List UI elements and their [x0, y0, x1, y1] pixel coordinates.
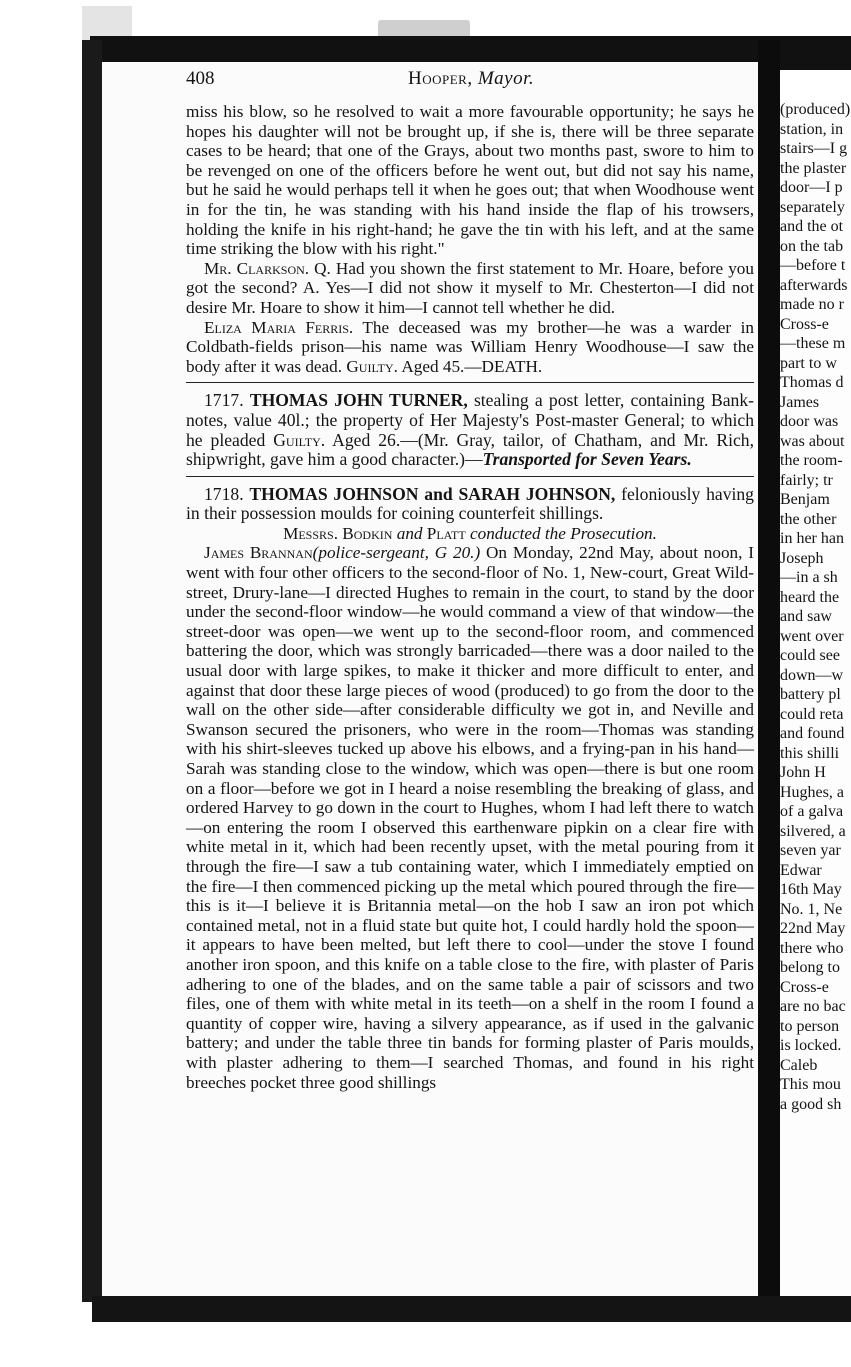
adjacent-page-line: could reta: [780, 705, 844, 723]
adjacent-page-line: No. 1, Ne: [780, 900, 843, 918]
running-head-title: Mayor.: [477, 68, 535, 89]
defendant-name: THOMAS JOHNSON and SARAH JOHNSON,: [249, 483, 616, 504]
book-gutter: [758, 40, 780, 1300]
adjacent-page-line: the other: [780, 510, 837, 528]
adjacent-page-line: James: [780, 393, 820, 411]
verdict: Guilty.: [346, 356, 398, 376]
speaker-name: Mr. Clarkson.: [204, 258, 310, 278]
case-divider: [186, 476, 754, 477]
adjacent-page-line: station, in: [780, 120, 844, 138]
adjacent-page-line: fairly; tr: [780, 471, 833, 489]
case-number: 1718.: [204, 483, 244, 504]
speaker-text: Q. Had you shown the first statement to Mr. Hoare, before you got the second? A. Yes—I did not show it myself to Mr. Chesterton—I did not desire Mr. Hoare to show it him—I cannot tell whether he did.: [186, 258, 754, 317]
case-text: feloniously having in their possession moulds for coining counterfeit shillings.: [186, 483, 754, 524]
adjacent-page-line: to person: [780, 1017, 840, 1035]
counsel-line: [186, 524, 754, 544]
adjacent-page-line: John H: [780, 764, 826, 781]
adjacent-page-line: there who: [780, 939, 844, 957]
adjacent-page-line: stairs—I g: [780, 140, 848, 157]
adjacent-page-line: battery pl: [780, 686, 841, 703]
case-1718: [186, 485, 754, 524]
page-number: 408: [186, 68, 215, 89]
testimony-brannan: [186, 543, 754, 1092]
book-page: [102, 62, 758, 1296]
adjacent-page-line: is locked.: [780, 1037, 842, 1054]
adjacent-page-line: afterwards: [780, 276, 848, 294]
defendant-name: THOMAS JOHN TURNER,: [249, 390, 468, 411]
adjacent-page-line: —before t: [780, 257, 846, 274]
adjacent-page-line: in her han: [780, 530, 844, 547]
case-text-2: Aged 26.—(Mr. Gray, tailor, of Chatham, and Mr. Rich, shipwright, gave him a good character.)—: [186, 429, 754, 470]
adjacent-page-line: the room-: [780, 452, 843, 469]
adjacent-page-line: —in a sh: [780, 569, 838, 586]
adjacent-page-line: and saw: [780, 608, 832, 625]
counsel-rest: conducted the Prosecution.: [465, 523, 657, 543]
adjacent-page-line: and the ot: [780, 218, 844, 235]
adjacent-page-line: heard the: [780, 588, 840, 606]
adjacent-page-line: Edwar: [780, 861, 822, 879]
adjacent-page-line: Caleb: [780, 1056, 818, 1074]
page-header: [186, 68, 756, 98]
speaker-text: The deceased was my brother—he was a warder in Coldbath-fields prison—his name was William Henry Woodhouse—I saw the body after it was dead.: [186, 317, 754, 376]
running-head-name: Hooper,: [408, 68, 473, 89]
adjacent-page-line: of a galva: [780, 803, 844, 820]
scan-border-left: [82, 40, 102, 1302]
case-divider: [186, 382, 754, 383]
adjacent-page-line: a good sh: [780, 1095, 842, 1113]
adjacent-page-line: and found: [780, 725, 845, 742]
adjacent-page-line: seven yar: [780, 842, 841, 859]
adjacent-page-line: made no r: [780, 296, 844, 313]
adjacent-page-line: are no bac: [780, 998, 846, 1015]
adjacent-page-line: separately: [780, 198, 845, 216]
adjacent-page-line: (produced): [780, 101, 851, 118]
plea: Guilty.: [273, 429, 326, 450]
paragraph-continuation: miss his blow, so he resolved to wait a more favourable opportunity; he says he hopes his daughter will not be brought up, if she is, there will be three separate cases to be heard; that one of the Grays, about two months past, swore to him to be revenged on one of the officers before he went out, but did not say his name, but he said he would perhaps tell it when he goes out; that when Woodhouse went in for the tin, he was standing with his hand inside the flap of his trowsers, holding the knife in his right-hand; he gave the tin with his left, and at the same time striking the blow with his right.": [186, 102, 754, 259]
paragraph-clarkson: [186, 259, 754, 318]
case-text: stealing a post letter, containing Bank-notes, value 40l.; the property of Her Majesty's Post-master General; to which he pleaded: [186, 390, 754, 450]
adjacent-page-line: Hughes, a: [780, 783, 844, 801]
adjacent-page-line: belong to: [780, 959, 840, 976]
counsel-and: and: [392, 523, 427, 543]
adjacent-page-line: this shilli: [780, 744, 840, 762]
case-number: 1717.: [204, 390, 244, 411]
page-body: [186, 102, 754, 1092]
adjacent-page-line: Joseph: [780, 549, 824, 567]
adjacent-page-line: went over: [780, 627, 844, 645]
paragraph-ferris: [186, 318, 754, 377]
adjacent-page-line: —these m: [780, 335, 846, 352]
adjacent-page-line: silvered, a: [780, 822, 846, 840]
adjacent-page-line: door—I p: [780, 179, 843, 196]
adjacent-page-line: Cross-e: [780, 978, 829, 996]
adjacent-page-fragment: [780, 100, 851, 1300]
witness-name: James Brannan: [204, 543, 313, 563]
adjacent-page-line: Thomas d: [780, 374, 844, 391]
speaker-name: Eliza Maria Ferris.: [204, 317, 354, 337]
adjacent-page-line: door was: [780, 413, 839, 430]
adjacent-page-line: could see: [780, 647, 840, 664]
adjacent-page-line: was about: [780, 432, 845, 450]
adjacent-page-line: part to w: [780, 354, 837, 372]
witness-role: (police-sergeant, G 20.): [312, 543, 481, 563]
adjacent-page-line: down—w: [780, 666, 844, 684]
adjacent-page-line: the plaster: [780, 159, 847, 177]
testimony-text: On Monday, 22nd May, about noon, I went with four other officers to the second-floor of No. 1, New-court, Great Wild-street, Drury-lane—I directed Hughes to remain in the court, to stand by the door under the second-floor window—he would command a view of that window—the street-door was open—we went up to the second-floor room, and commenced battering the door, which was strongly barricaded—there was a door nailed to the usual door with large spikes, to make it thicker and more difficult to enter, and against that door these large pieces of wood (produced) to go from the door to the wall on the other side—after considerable difficulty we got in, and Neville and Swanson secured the prisoners, who were in the room—Thomas was standing with his shirt-sleeves tucked up above his elbows, and a frying-pan in his hand—Sarah was standing close to the window, which was open—there is but one room on a floor—before we got in I heard a noise resembling the breaking of glass, and ordered Harvey to go down in the court to Hughes, whom I had left there to watch—on entering the room I observed this earthenware pipkin on a clear fire with white metal in it, which had been recently upset, with the metal pouring from it through the fire—I saw a tub containing water, which I immediately emptied on the fire—I then commenced picking up the metal which poured through the fire—this is it—I believe it is Britannia metal—on the hob I saw an iron pot which contained metal, not in a fluid state but quite hot, I could hardly hold the spoon—it appears to have been melted, but left there to cool—under the stove I found another iron spoon, and this knife on a table close to the fire, with plaster of Paris adhering to one of the blades, and on the same table a pair of scissors and two files, one of them with white metal in its teeth—on a shelf in the room I found a quantity of copper wire, having a silvery appearance, as if used in the galvanic battery; and under the table three tin bands for forming plaster of Paris moulds, with plaster adhering to them—I searched Thomas, and found in his right breeches pocket three good shillings: [186, 543, 754, 1092]
counsel-b: Platt: [426, 523, 466, 543]
adjacent-page-line: Cross-e: [780, 315, 829, 333]
adjacent-page-line: This mou: [780, 1076, 841, 1093]
scan-border-bottom: [92, 1296, 851, 1322]
sentence: Transported for Seven Years.: [482, 449, 692, 470]
adjacent-page-line: 22nd May: [780, 920, 846, 937]
running-head: [408, 68, 534, 90]
case-1717: [186, 391, 754, 469]
sentence: Aged 45.—DEATH.: [401, 356, 543, 376]
adjacent-page-line: Benjam: [780, 491, 830, 508]
adjacent-page-line: on the tab: [780, 237, 844, 255]
adjacent-page-line: 16th May: [780, 881, 842, 898]
counsel-a: Messrs. Bodkin: [283, 523, 393, 543]
